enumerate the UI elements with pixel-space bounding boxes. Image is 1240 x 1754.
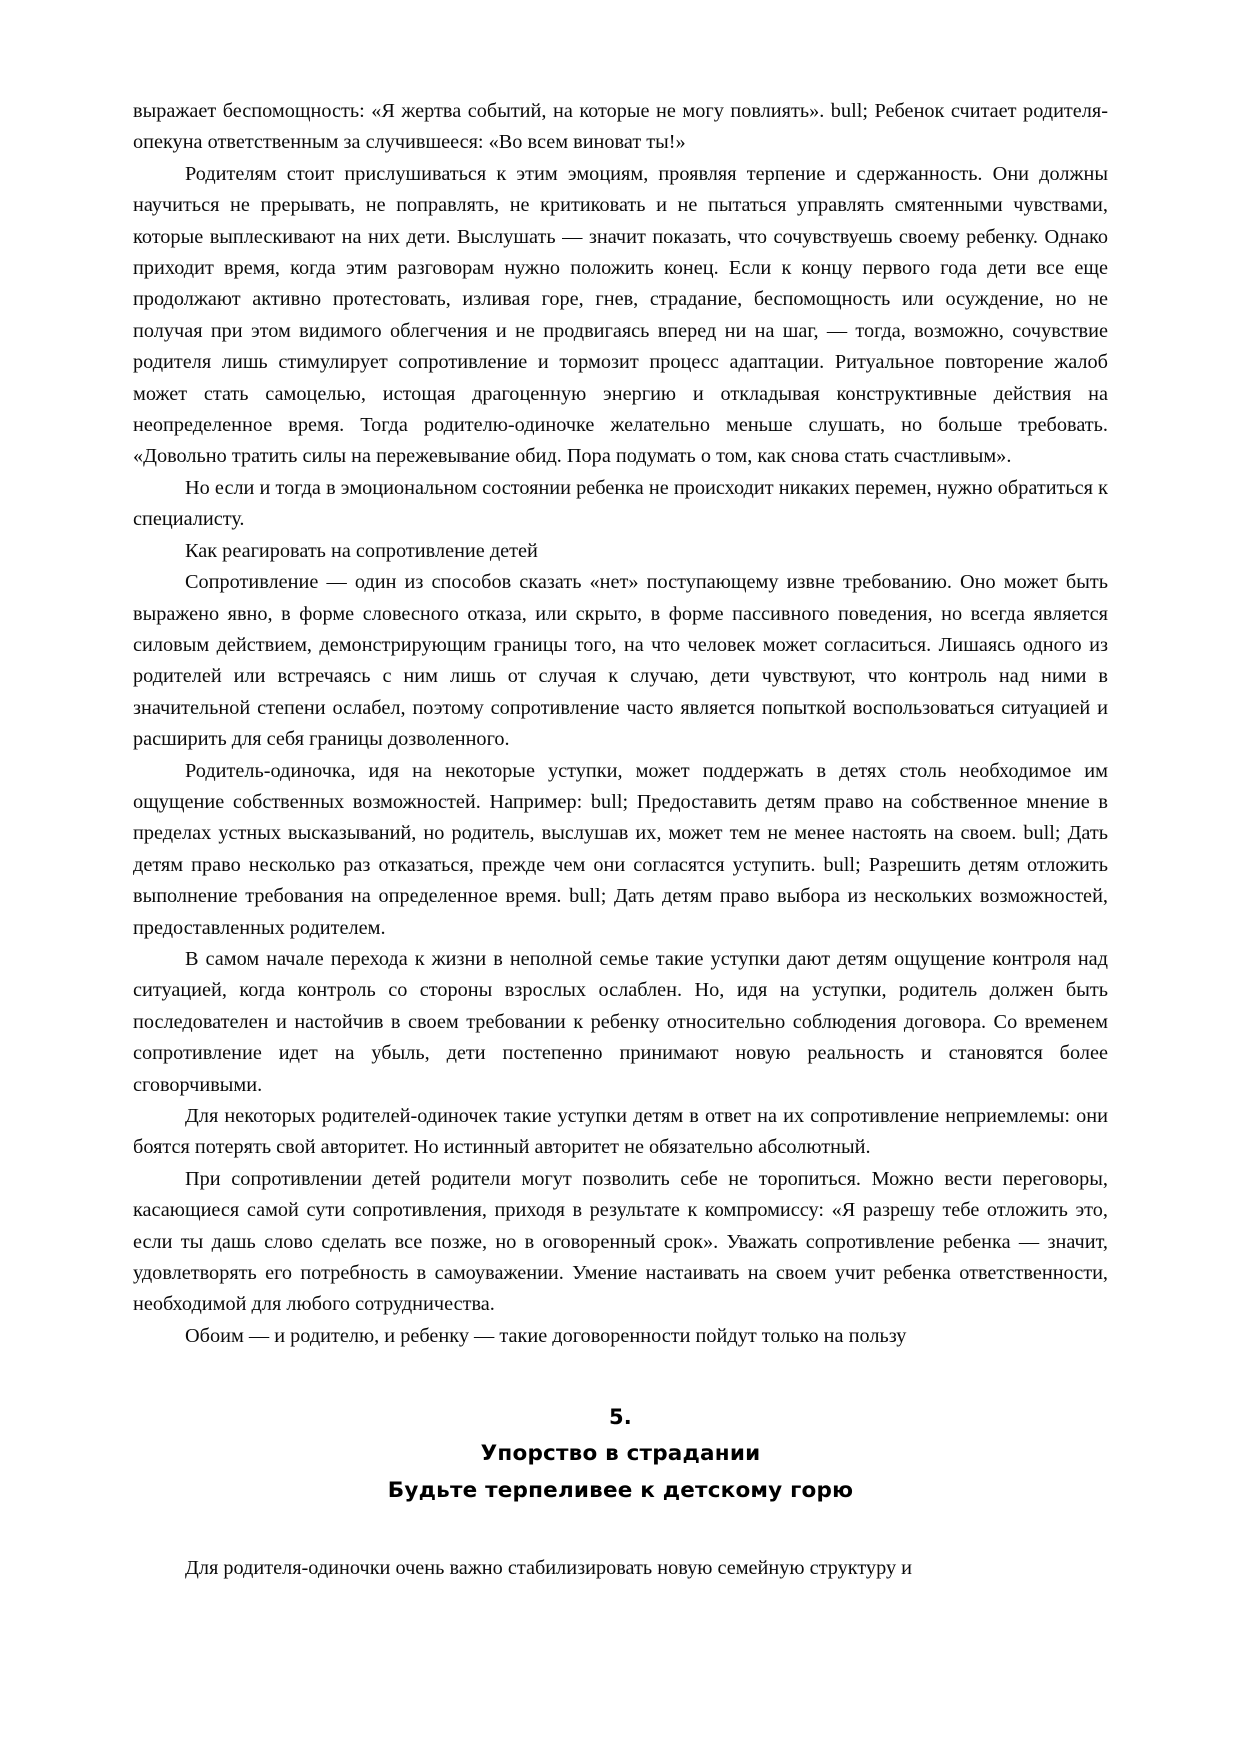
chapter-heading	[133, 1399, 1108, 1509]
paragraph-listen-to-emotions: Родителям стоит прислушиваться к этим эмоциям, проявляя терпение и сдержанность. Они должны научиться не прерывать, не поправлять, не критиковать и не пытаться управлять смятенными чувствами, которые выплескивают на них дети. Выслушать — значит показать, что сочувствуешь своему ребенку. Однако приходит время, когда этим разговорам нужно положить конец. Если к концу первого года дети все еще продолжают активно протестовать, изливая горе, гнев, страдание, беспомощность или осуждение, но не получая при этом видимого облегчения и не продвигаясь вперед ни на шаг, — тогда, возможно, сочувствие родителя лишь стимулирует сопротивление и тормозит процесс адаптации. Ритуальное повторение жалоб может стать самоцелью, истощая драгоценную энергию и откладывая конструктивные действия на неопределенное время. Тогда родителю-одиночке желательно меньше слушать, но больше требовать. «Довольно тратить силы на пережевывание обид. Пора подумать о том, как снова стать счастливым».	[133, 162, 1108, 468]
paragraph-continuation-helplessness: выражает беспомощность: «Я жертва событий, на которые не могу повлиять». bull; Ребенок считает родителя-опекуна ответственным за случившееся: «Во всем виноват ты!»	[133, 100, 1108, 154]
page-content	[133, 96, 1108, 1585]
subheading-how-to-react-to-resistance: Как реагировать на сопротивление детей	[185, 539, 538, 562]
chapter-title-line-1: Упорство в страдании	[480, 1441, 761, 1467]
paragraph-stabilize-structure: Для родителя-одиночки очень важно стабилизировать новую семейную структуру и	[185, 1557, 913, 1580]
paragraph-see-specialist: Но если и тогда в эмоциональном состоянии ребенка не происходит никаких перемен, нужно обратиться к специалисту.	[133, 476, 1108, 531]
chapter-number: 5.	[609, 1405, 632, 1430]
paragraph-negotiations: При сопротивлении детей родители могут позволить себе не торопиться. Можно вести переговоры, касающиеся самой сути сопротивления, приходя в результате к компромиссу: «Я разрешу тебе отложить это, если ты дашь слово сделать все позже, но в оговоренный срок». Уважать сопротивление ребенка — значит, удовлетворять его потребность в самоуважении. Умение настаивать на своем учит ребенка ответственности, необходимой для любого сотрудничества.	[133, 1167, 1108, 1316]
paragraph-beginning-transition: В самом начале перехода к жизни в неполной семье такие уступки дают детям ощущение контроля над ситуацией, когда контроль со стороны взрослых ослаблен. Но, идя на уступки, родитель должен быть последователен и настойчив в своем требовании к ребенку относительно соблюдения договора. Со временем сопротивление идет на убыль, дети постепенно принимают новую реальность и становятся более сговорчивыми.	[133, 947, 1108, 1096]
paragraph-authority-fear: Для некоторых родителей-одиночек такие уступки детям в ответ на их сопротивление неприемлемы: они боятся потерять свой авторитет. Но истинный авторитет не обязательно абсолютный.	[133, 1105, 1108, 1159]
paragraph-mutual-benefit: Обоим — и родителю, и ребенку — такие договоренности пойдут только на пользу	[185, 1324, 907, 1347]
paragraph-resistance-definition: Сопротивление — один из способов сказать «нет» поступающему извне требованию. Оно может быть выражено явно, в форме словесного отказа, или скрыто, в форме пассивного поведения, но всегда является силовым действием, демонстрирующим границы того, на что человек может согласиться. Лишаясь одного из родителей или встречаясь с ним лишь от случая к случаю, дети чувствуют, что контроль над ними в значительной степени ослабел, поэтому сопротивление часто является попыткой воспользоваться ситуацией и расширить для себя границы дозволенного.	[133, 571, 1108, 751]
chapter-title-line-2: Будьте терпеливее к детскому горю	[387, 1478, 854, 1504]
paragraph-concessions-list: Родитель-одиночка, идя на некоторые уступки, может поддержать в детях столь необходимое им ощущение собственных возможностей. Например: bull; Предоставить детям право на собственное мнение в пределах устных высказываний, но родитель, выслушав их, может тем не менее настоять на своем. bull; Дать детям право несколько раз отказаться, прежде чем они согласятся уступить. bull; Разрешить детям отложить выполнение требования на определенное время. bull; Дать детям право выбора из нескольких возможностей, предоставленных родителем.	[133, 759, 1108, 939]
